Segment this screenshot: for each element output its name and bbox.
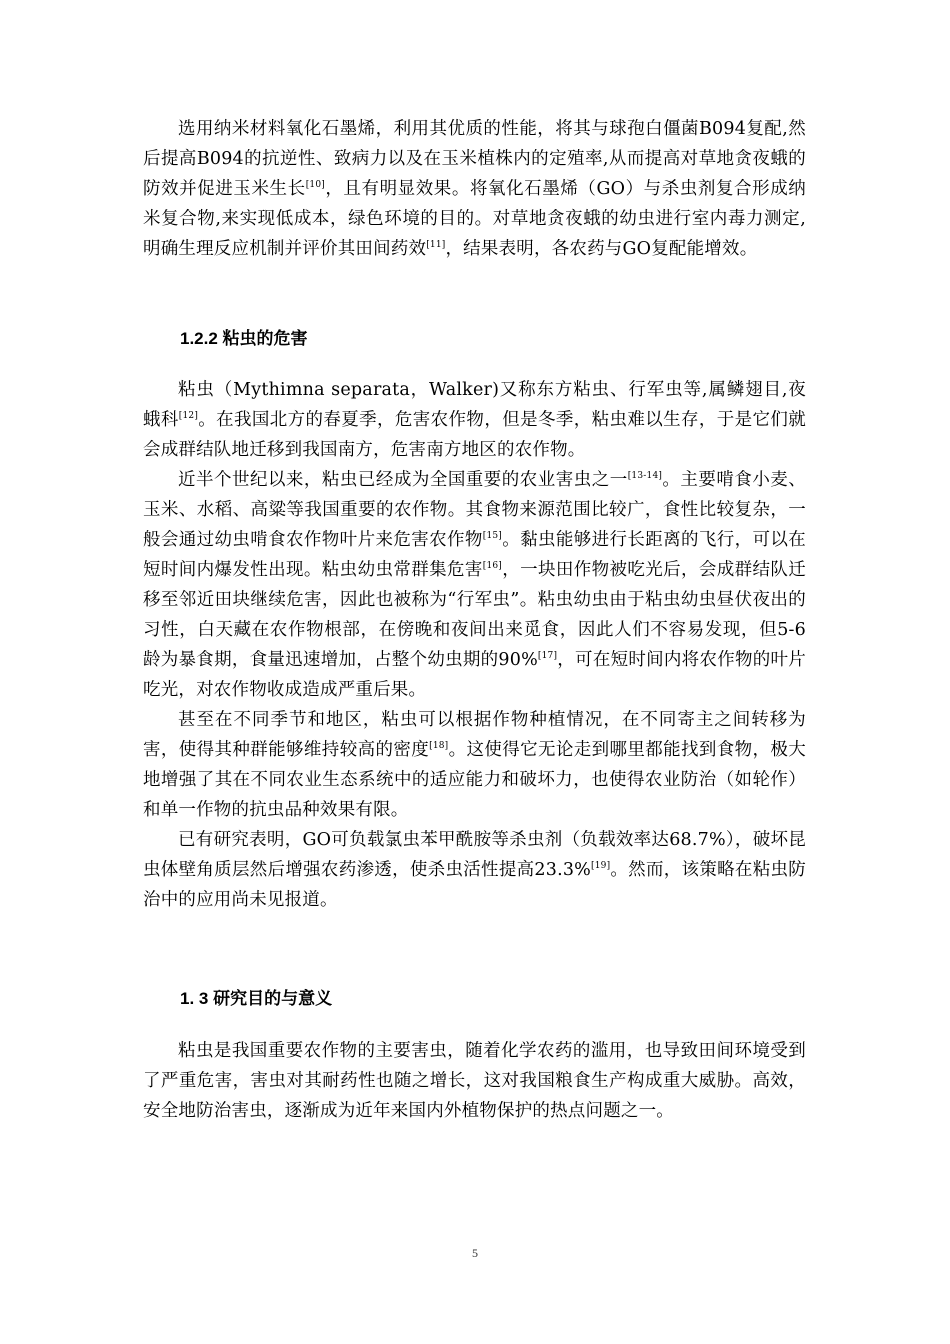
paragraph-segment: 。然而，该策略在粘虫防治中的应用尚未见报道。 (143, 860, 807, 910)
citation-ref: [18] (429, 741, 449, 752)
paragraph-segment: 选用纳米材料氧化石墨烯，利用其优质的性能，将其与球孢白僵菌B094复配,然后提高B094的抗逆性、致病力以及在玉米植株内的定殖率,从而提高对草地贪夜蛾的防效并促进玉米生长 (143, 119, 806, 199)
paragraph-segment: ，且有明显效果。将氧化石墨烯（GO）与杀虫剂复合形成纳米复合物,来实现低成本，绿色环境的目的。对草地贪夜蛾的幼虫进行室内毒力测定,明确生理反应机制并评价其田间药效 (143, 179, 806, 259)
paragraph-text (143, 825, 806, 915)
paragraph-segment: 。主要啃食小麦、玉米、水稻、高粱等我国重要的农作物。其食物来源范围比较广，食性比较复杂，一般会通过幼虫啃食农作物叶片来危害农作物 (143, 470, 807, 550)
paragraph-segment: 。黏虫能够进行长距离的飞行，可以在短时间内爆发性出现。粘虫幼虫常群集危害 (143, 530, 806, 580)
citation-ref: [15] (482, 531, 503, 542)
paragraph-segment: 粘虫是我国重要农作物的主要害虫，随着化学农药的滥用，也导致田间环境受到了严重危害，害虫对其耐药性也随之增长，这对我国粮食生产构成重大威胁。高效，安全地防治害虫，逐渐成为近年来国内外植物保护的热点问题之一。 (143, 1041, 806, 1121)
paragraph-segment: 已有研究表明，GO可负载氯虫苯甲酰胺等杀虫剂（负载效率达68.7%），破坏昆虫体壁角质层然后增强农药渗透，使杀虫活性提高23.3% (143, 830, 806, 880)
citation-ref: [12] (178, 411, 199, 422)
paragraph-text (143, 114, 806, 264)
paragraph-research-purpose (143, 1036, 806, 1126)
citation-ref: [10] (305, 180, 325, 191)
citation-ref: [13-14] (627, 471, 663, 482)
citation-ref: [16] (482, 561, 503, 572)
paragraph-text (143, 1036, 806, 1126)
paragraph-segment: 。在我国北方的春夏季，危害农作物，但是冬季，粘虫难以生存，于是它们就会成群结队地迁移到我国南方，危害南方地区的农作物。 (143, 410, 806, 460)
paragraph-segment: 。这使得它无论走到哪里都能找到食物，极大地增强了其在不同农业生态系统中的适应能力和破坏力，也使得农业防治（如轮作）和单一作物的抗虫品种效果有限。 (143, 740, 807, 820)
paragraph-segment: 近半个世纪以来，粘虫已经成为全国重要的农业害虫之一 (178, 470, 628, 490)
paragraph-segment: 甚至在不同季节和地区，粘虫可以根据作物种植情况，在不同寄主之间转移为害，使得其种群能够维持较高的密度 (143, 710, 806, 760)
citation-ref: [11] (426, 240, 446, 251)
section-heading-armyworm-harm: 1.2.2 粘虫的危害 (180, 329, 308, 348)
paragraph-segment: ，可在短时间内将农作物的叶片吃光，对农作物收成造成严重后果。 (143, 650, 806, 700)
citation-ref: [19] (591, 861, 611, 872)
page-number: 5 (472, 1246, 478, 1260)
section-heading-research-purpose: 1. 3 研究目的与意义 (180, 989, 333, 1008)
paragraph-segment: ，一块田作物被吃光后，会成群结队迁移至邻近田块继续危害，因此也被称为“行军虫”。粘虫幼虫由于粘虫幼虫昼伏夜出的习性，白天藏在农作物根部，在傍晚和夜间出来觅食，因此人们不容易发现，但5-6龄为暴食期，食量迅速增加，占整个幼虫期的90% (143, 560, 806, 670)
paragraph-text (143, 375, 806, 465)
paragraph-segment: ，结果表明，各农药与GO复配能增效。 (445, 239, 758, 259)
paragraph-text (143, 705, 806, 825)
paragraph-text (143, 465, 806, 705)
paragraph-go-composite (143, 114, 806, 264)
citation-ref: [17] (537, 651, 558, 662)
paragraph-armyworm-intro (143, 375, 806, 915)
paragraph-segment: 粘虫（Mythimna separata，Walker)又称东方粘虫、行军虫等,属鳞翅目,夜蛾科 (143, 380, 806, 430)
